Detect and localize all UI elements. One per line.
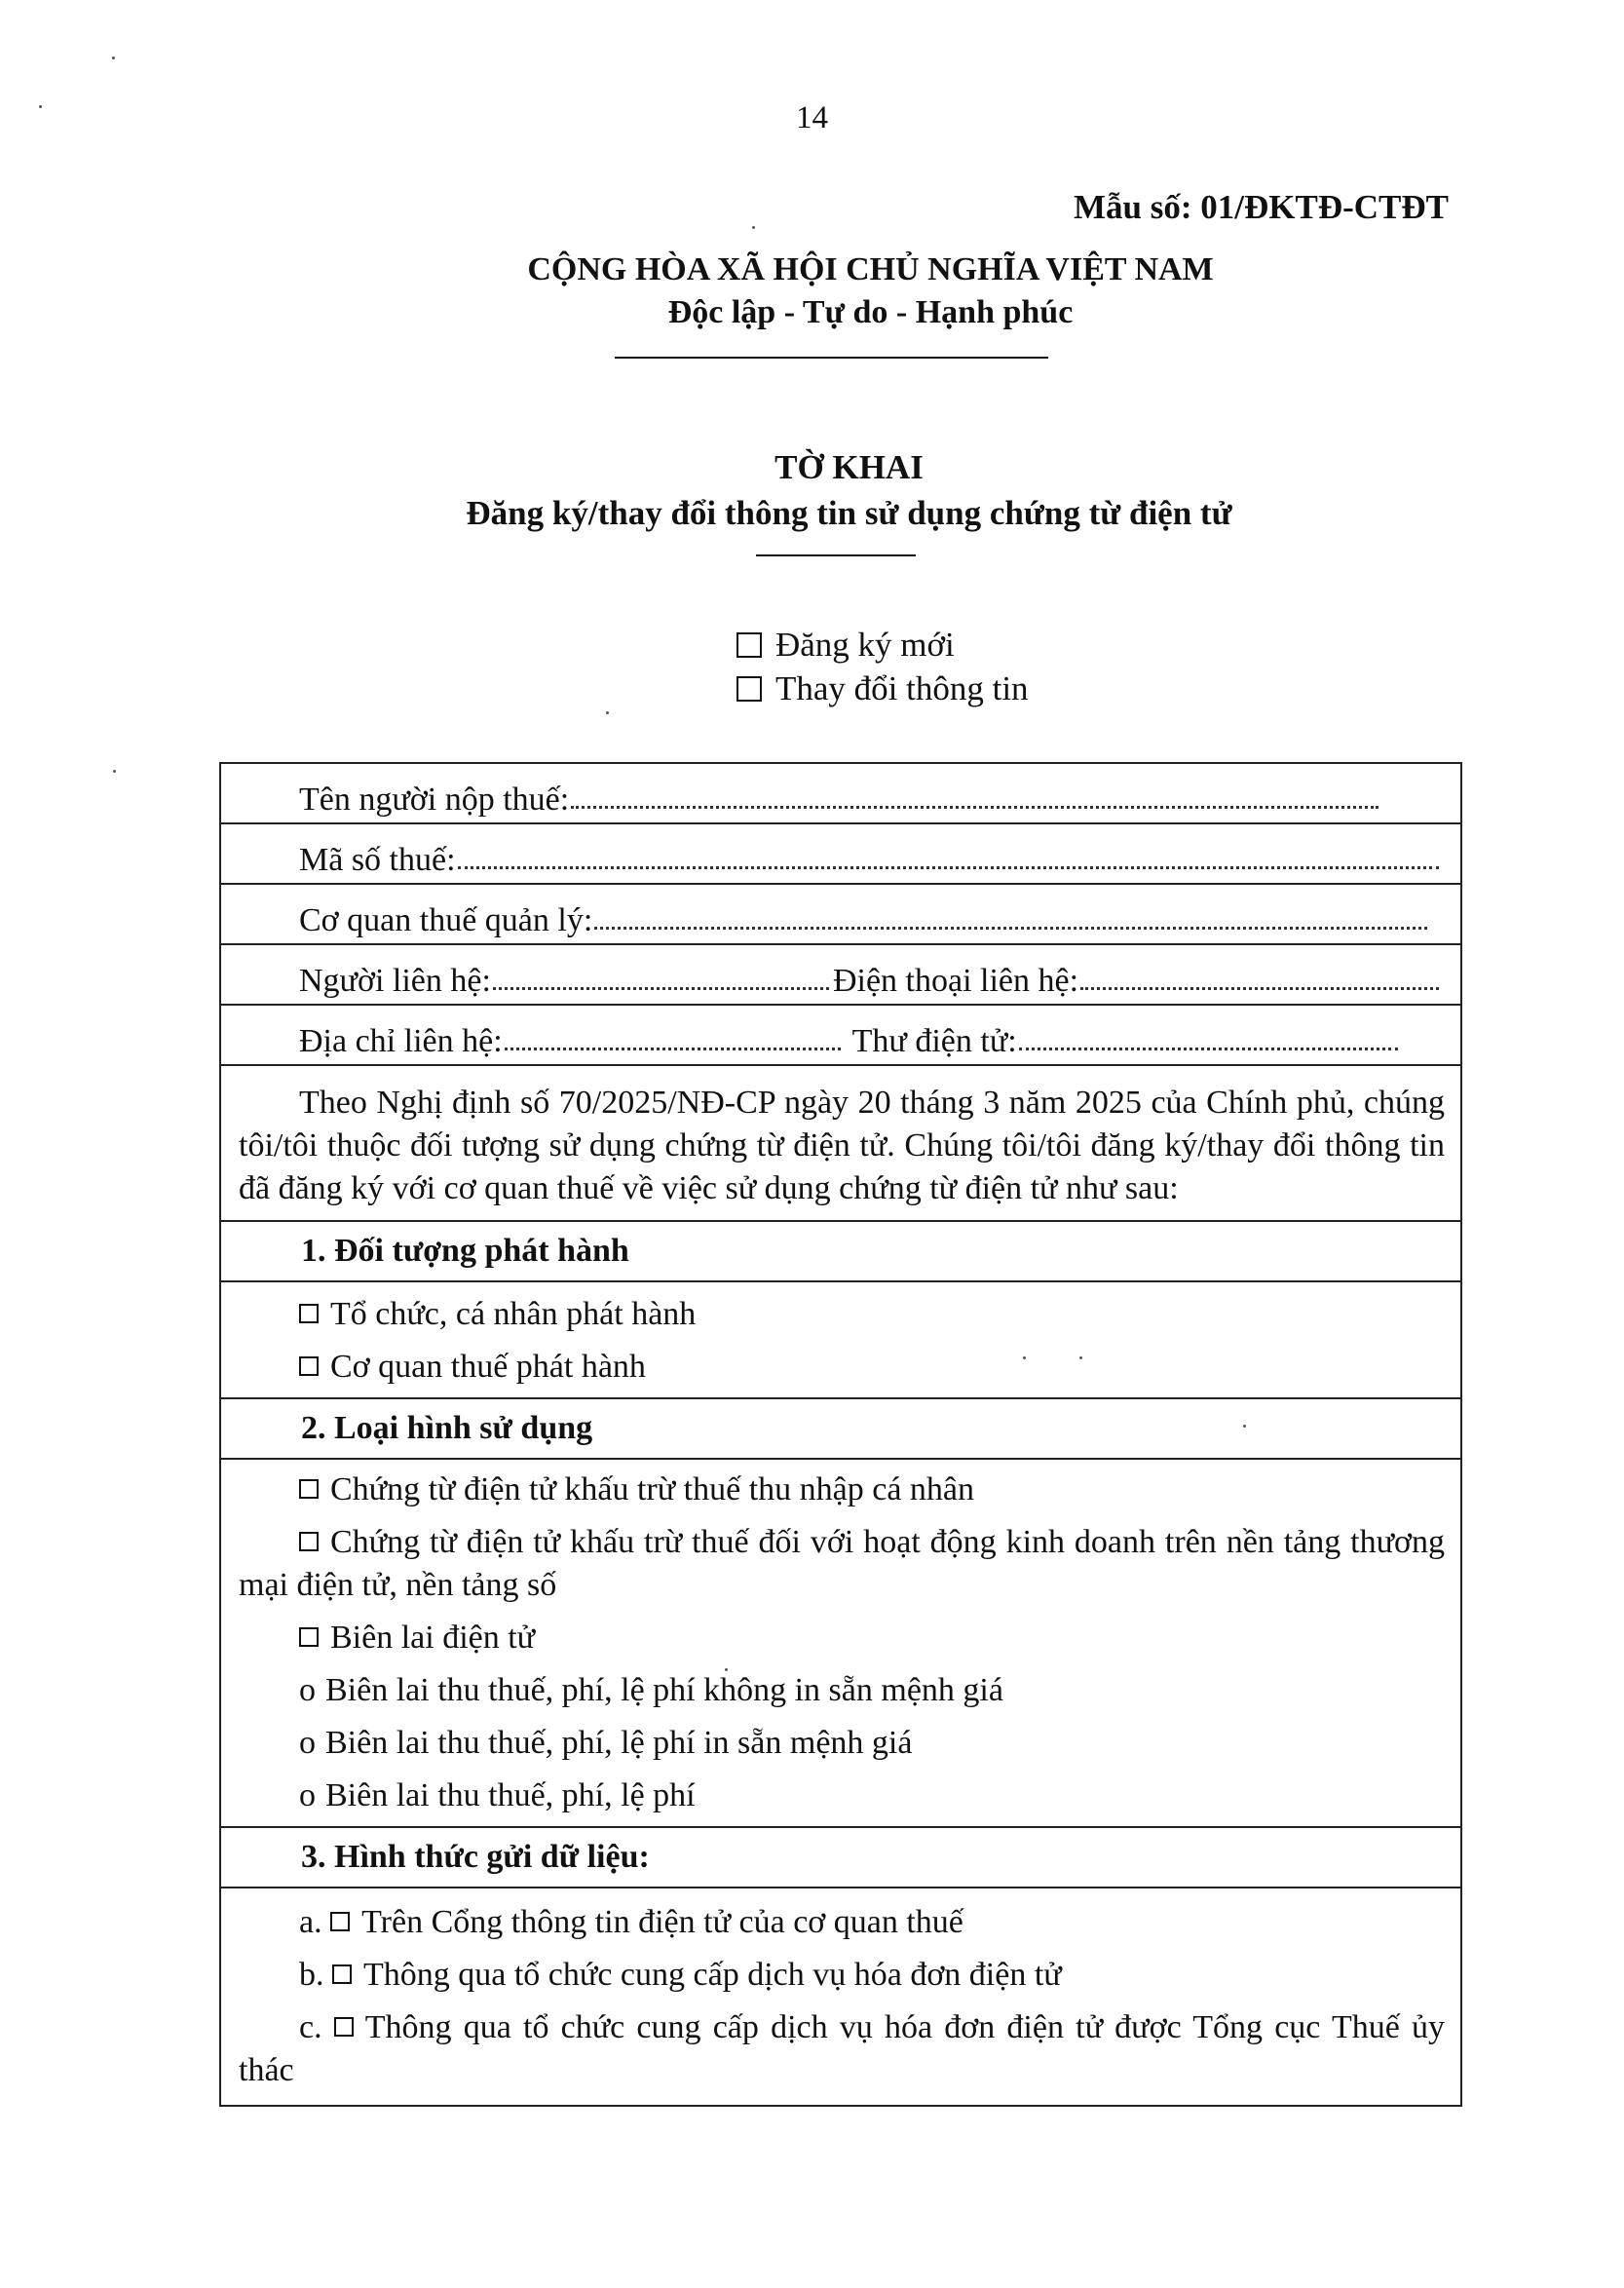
- section-3-header: [221, 1828, 1460, 1888]
- form-number: Mẫu số: 01/ĐKTĐ-CTĐT: [1073, 188, 1449, 226]
- field-row-tax-code: [221, 824, 1460, 885]
- checkbox-icon[interactable]: [736, 676, 762, 702]
- section-1-header: [221, 1222, 1460, 1282]
- item-prefix: b.: [299, 1957, 324, 1993]
- contact-phone-label: Điện thoại liên hệ:: [832, 963, 1079, 999]
- option-register-new[interactable]: [736, 626, 955, 665]
- list-item[interactable]: [239, 1464, 1445, 1516]
- circle-bullet-icon[interactable]: o: [299, 1777, 316, 1813]
- section-2-title: 2. Loại hình sử dụng: [301, 1410, 593, 1446]
- option-label: Đăng ký mới: [775, 626, 955, 664]
- item-label: Biên lai thu thuế, phí, lệ phí: [325, 1777, 696, 1813]
- field-row-taxpayer-name: [221, 764, 1460, 824]
- nation-heading: CỘNG HÒA XÃ HỘI CHỦ NGHĨA VIỆT NAM: [527, 251, 1214, 287]
- item-label: Chứng từ điện tử khấu trừ thuế đối với hoạt động kinh doanh trên nền tảng thương mại điện tử, nền tảng số: [239, 1524, 1445, 1603]
- intro-text: Theo Nghị định số 70/2025/NĐ-CP ngày 20 tháng 3 năm 2025 của Chính phủ, chúng tôi/tôi thuộc đối tượng sử dụng chứng từ điện tử. Chúng tôi/tôi đăng ký/thay đổi thông tin đã đăng ký với cơ quan thuế về việc sử dụng chứng từ điện tử như sau:: [239, 1085, 1445, 1206]
- tax-authority-label: Cơ quan thuế quản lý:: [299, 902, 593, 938]
- checkbox-icon[interactable]: [332, 1964, 352, 1984]
- tax-authority-field[interactable]: [594, 927, 1427, 930]
- sub-item[interactable]: [239, 1770, 1445, 1822]
- list-item[interactable]: [239, 1288, 1445, 1341]
- checkbox-icon[interactable]: [736, 632, 762, 658]
- list-item[interactable]: [239, 1612, 1445, 1664]
- section-1-title: 1. Đối tượng phát hành: [301, 1233, 629, 1269]
- list-item[interactable]: [239, 1516, 1445, 1612]
- option-change-info[interactable]: [736, 669, 1029, 708]
- contact-phone-field[interactable]: [1080, 987, 1439, 990]
- document-subtitle: Đăng ký/thay đổi thông tin sử dụng chứng từ điện tử: [466, 494, 1232, 532]
- taxpayer-name-label: Tên người nộp thuế:: [299, 782, 570, 818]
- checkbox-icon[interactable]: [299, 1479, 319, 1499]
- list-item[interactable]: [239, 1949, 1445, 2002]
- item-label: Chứng từ điện tử khấu trừ thuế thu nhập cá nhân: [330, 1471, 975, 1507]
- item-label: Thông qua tổ chức cung cấp dịch vụ hóa đơn điện tử được Tổng cục Thuế ủy thác: [239, 2009, 1445, 2088]
- circle-bullet-icon[interactable]: o: [299, 1725, 316, 1761]
- checkbox-icon[interactable]: [299, 1356, 319, 1376]
- section-3-title: 3. Hình thức gửi dữ liệu:: [301, 1839, 650, 1875]
- contact-address-field[interactable]: [505, 1048, 841, 1050]
- item-label: Biên lai thu thuế, phí, lệ phí không in sẵn mệnh giá: [325, 1672, 1003, 1708]
- sub-item[interactable]: [239, 1717, 1445, 1770]
- declaration-form: [219, 762, 1462, 2107]
- checkbox-icon[interactable]: [299, 1627, 319, 1647]
- tax-code-field[interactable]: [458, 866, 1439, 869]
- checkbox-icon[interactable]: [330, 1912, 350, 1931]
- checkbox-icon[interactable]: [299, 1532, 319, 1551]
- contact-person-label: Người liên hệ:: [299, 963, 491, 999]
- item-label: Cơ quan thuế phát hành: [330, 1349, 646, 1385]
- field-row-contact: [221, 945, 1460, 1006]
- email-field[interactable]: [1019, 1048, 1398, 1050]
- item-prefix: a.: [299, 1904, 322, 1940]
- contact-person-field[interactable]: [493, 987, 829, 990]
- list-item[interactable]: [239, 1896, 1445, 1949]
- item-label: Tổ chức, cá nhân phát hành: [330, 1296, 697, 1332]
- checkbox-icon[interactable]: [299, 1304, 319, 1323]
- checkbox-icon[interactable]: [334, 2017, 354, 2037]
- item-label: Biên lai thu thuế, phí, lệ phí in sẵn mệnh giá: [325, 1725, 913, 1761]
- item-label: Biên lai điện tử: [330, 1620, 536, 1656]
- taxpayer-name-field[interactable]: [571, 806, 1379, 809]
- contact-address-label: Địa chỉ liên hệ:: [299, 1023, 503, 1059]
- field-row-address: [221, 1006, 1460, 1066]
- option-label: Thay đổi thông tin: [775, 669, 1029, 707]
- field-row-tax-authority: [221, 885, 1460, 945]
- section-2-body: [221, 1460, 1460, 1828]
- section-1-body: [221, 1282, 1460, 1399]
- page-number: 14: [796, 100, 828, 135]
- header-divider: [615, 357, 1048, 359]
- email-label: Thư điện tử:: [851, 1023, 1017, 1059]
- intro-paragraph: [221, 1066, 1460, 1220]
- section-2-header: [221, 1399, 1460, 1460]
- list-item[interactable]: [239, 2002, 1445, 2097]
- circle-bullet-icon[interactable]: o: [299, 1672, 316, 1708]
- item-prefix: c.: [299, 2009, 322, 2045]
- sub-item[interactable]: [239, 1664, 1445, 1717]
- motto: Độc lập - Tự do - Hạnh phúc: [667, 294, 1074, 330]
- item-label: Trên Cổng thông tin điện tử của cơ quan thuế: [361, 1904, 963, 1940]
- intro-row: [221, 1066, 1460, 1222]
- document-title: TỜ KHAI: [774, 448, 924, 486]
- list-item[interactable]: [239, 1341, 1445, 1393]
- title-divider: [756, 554, 916, 556]
- item-label: Thông qua tổ chức cung cấp dịch vụ hóa đơn điện tử: [363, 1957, 1062, 1993]
- section-3-body: [221, 1888, 1460, 2105]
- tax-code-label: Mã số thuế:: [299, 842, 456, 878]
